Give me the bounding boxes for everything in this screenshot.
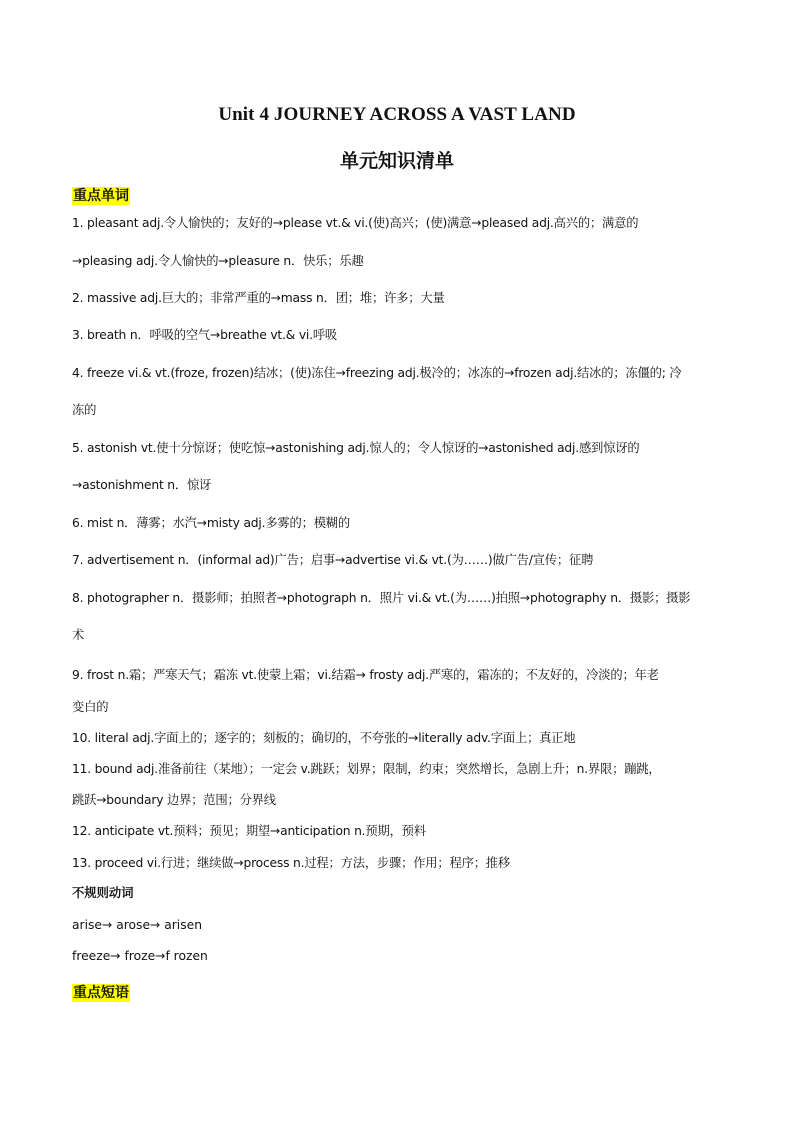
vocab-line: 10. literal adj.字面上的；逐字的；刻板的；确切的，不夸张的→literally adv.字面上；真正地 (72, 731, 576, 745)
page-subtitle: 单元知识清单 (339, 151, 454, 172)
vocab-line: 9. frost n.霜；严寒天气；霜冻 vt.使蒙上霜；vi.结霜→ frosty adj.严寒的，霜冻的；不友好的，冷淡的；年老 (72, 668, 659, 682)
vocab-line: 11. bound adj.准备前往（某地）；一定会 v.跳跃；划界；限制，约束；突然增长，急剧上升；n.界限；蹦跳， (72, 762, 661, 776)
vocab-line: 7. advertisement n．(informal ad)广告；启事→advertise vi.& vt.(为……)做广告/宣传；征聘 (72, 553, 594, 567)
vocab-line: →pleasing adj.令人愉快的→pleasure n．快乐；乐趣 (72, 254, 364, 268)
page-title: Unit 4 JOURNEY ACROSS A VAST LAND (218, 104, 576, 125)
vocab-line: 3. breath n．呼吸的空气→breathe vt.& vi.呼吸 (72, 328, 338, 342)
vocab-line: 8. photographer n．摄影师；拍照者→photograph n．照片 vi.& vt.(为……)拍照→photography n．摄影；摄影 (72, 591, 691, 605)
vocab-line: 跳跃→boundary 边界；范围；分界线 (72, 793, 276, 807)
irregular-verbs-heading: 不规则动词 (72, 886, 134, 900)
vocab-line: 2. massive adj.巨大的；非常严重的→mass n．团；堆；许多；大量 (72, 291, 445, 305)
vocab-line: 变白的 (72, 700, 109, 714)
irregular-verb-line: freeze→ froze→f rozen (72, 949, 208, 963)
vocab-line: 1. pleasant adj.令人愉快的；友好的→please vt.& vi.(使)高兴；(使)满意→pleased adj.高兴的；满意的 (72, 216, 639, 230)
section-heading-key-words: 重点单词 (73, 188, 129, 204)
vocab-line: →astonishment n．惊讶 (72, 478, 212, 492)
vocab-line: 13. proceed vi.行进；继续做→process n.过程；方法，步骤；作用；程序；推移 (72, 856, 510, 870)
irregular-verb-line: arise→ arose→ arisen (72, 918, 202, 932)
vocab-line: 12. anticipate vt.预料；预见；期望→anticipation n.预期，预料 (72, 824, 426, 838)
vocab-line: 4. freeze vi.& vt.(froze, frozen)结冰；(使)冻住→freezing adj.极冷的；冰冻的→frozen adj.结冰的；冻僵的; 冷 (72, 366, 682, 380)
section-heading-key-phrases: 重点短语 (73, 985, 129, 1001)
vocab-line: 术 (72, 628, 85, 642)
vocab-line: 冻的 (72, 403, 97, 417)
vocab-line: 6. mist n．薄雾；水汽→misty adj.多雾的；模糊的 (72, 516, 351, 530)
vocab-line: 5. astonish vt.使十分惊讶；使吃惊→astonishing adj.惊人的；令人惊讶的→astonished adj.感到惊讶的 (72, 441, 640, 455)
